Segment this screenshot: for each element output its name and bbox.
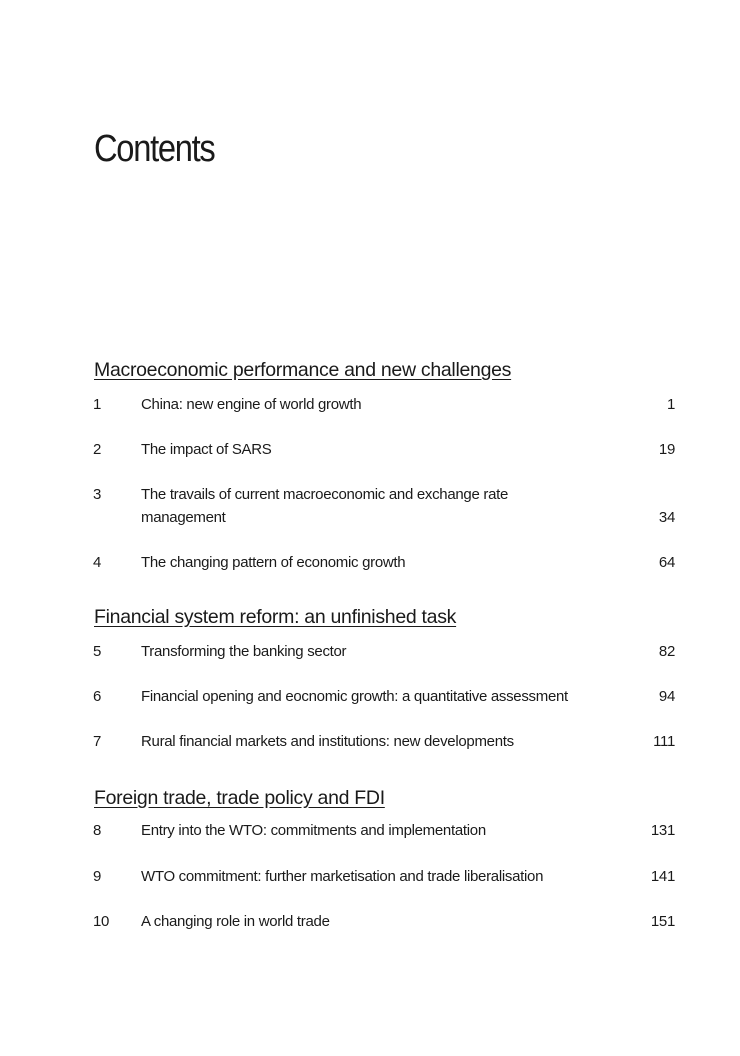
chapter-title: A changing role in world trade — [141, 913, 330, 930]
chapter-number: 5 — [93, 643, 102, 660]
toc-entry[interactable] — [93, 483, 675, 529]
chapter-title: Transforming the banking sector — [141, 643, 347, 660]
page-number: 94 — [658, 688, 675, 705]
toc-entry[interactable] — [93, 730, 675, 753]
chapter-number: 6 — [93, 688, 102, 705]
chapter-number: 10 — [93, 913, 110, 930]
chapter-title: Rural financial markets and institutions: new developments — [141, 733, 514, 750]
page-number: 111 — [653, 733, 675, 750]
toc-entry[interactable] — [93, 551, 675, 574]
chapter-title: WTO commitment: further marketisation and trade liberalisation — [141, 868, 544, 885]
chapter-number: 3 — [93, 486, 102, 503]
toc-entry[interactable] — [93, 865, 675, 888]
chapter-title: Financial opening and eocnomic growth: a quantitative assessment — [141, 688, 568, 705]
toc-entry[interactable] — [93, 640, 675, 663]
page-number: 82 — [658, 643, 675, 660]
chapter-number: 1 — [93, 396, 102, 413]
toc-entry[interactable] — [93, 438, 675, 461]
toc-entry[interactable] — [93, 393, 675, 416]
page-number: 34 — [658, 509, 675, 526]
page-number: 1 — [666, 396, 675, 413]
page-number: 131 — [650, 822, 675, 839]
page-number: 141 — [650, 868, 675, 885]
chapter-number: 7 — [93, 733, 102, 750]
chapter-title: Entry into the WTO: commitments and implementation — [141, 822, 486, 839]
chapter-title: The changing pattern of economic growth — [141, 554, 406, 571]
section-heading: Financial system reform: an unfinished task — [94, 606, 457, 628]
chapter-title: The travails of current macroeconomic and exchange rate management — [141, 486, 509, 526]
page-number: 151 — [650, 913, 675, 930]
chapter-number: 2 — [93, 441, 102, 458]
chapter-number: 8 — [93, 822, 102, 839]
toc-entry[interactable] — [93, 910, 675, 933]
chapter-number: 4 — [93, 554, 102, 571]
page-number: 19 — [658, 441, 675, 458]
toc-entry[interactable] — [93, 685, 675, 708]
page-number: 64 — [658, 554, 675, 571]
section-heading: Macroeconomic performance and new challenges — [94, 359, 512, 381]
section-heading: Foreign trade, trade policy and FDI — [94, 787, 385, 809]
toc-entry[interactable] — [93, 819, 675, 842]
page-title: Contents — [94, 128, 215, 170]
chapter-title: The impact of SARS — [141, 441, 272, 458]
chapter-title: China: new engine of world growth — [141, 396, 362, 413]
chapter-number: 9 — [93, 868, 102, 885]
